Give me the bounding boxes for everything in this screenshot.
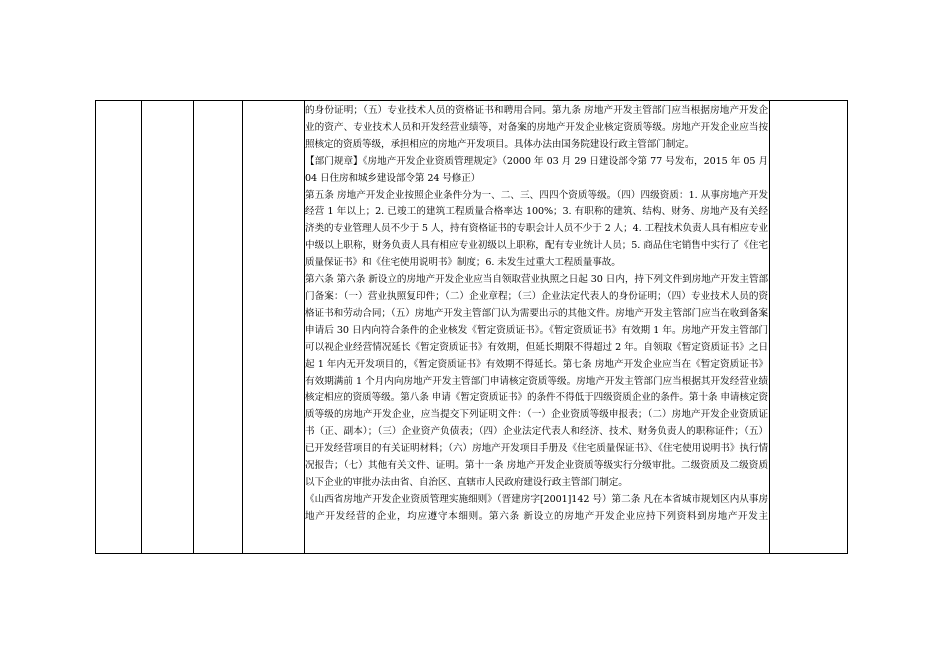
paragraph-article-6-to-11: 第六条 第六条 新设立的房地产开发企业应当自领取营业执照之日起 30 日内，持下列文件到房地产开发主管部门备案：（一）营业执照复印件；（二）企业章程；（三）企业法定代表人的身份证明；（四）专业技术人员的资格证书和劳动合同；（五）房地产开发主管部门认为需要出示的其他文件。房地产开发主管部门应当在收到备案申请后 30 日内向符合条件的企业核发《暂定资质证书》。《暂定资质证书》有效期 1 年。房地产开发主管部门可以视企业经营情况延长《暂定资质证书》有效期，但延长期限不得超过 2 年。自领取《暂定资质证书》之日起 1 年内无开发项目的，《暂定资质证书》有效期不得延长。第七条 房地产开发企业应当在《暂定资质证书》有效期满前 1 个月内向房地产开发主管部门申请核定资质等级。房地产开发主管部门应当根据其开发经营业绩核定相应的资质等级。第八条 申请《暂定资质证书》的条件不得低于四级资质企业的条件。第十条 申请核定资质等级的房地产开发企业，应当提交下列证明文件：（一）企业资质等级申报表；（二）房地产开发企业资质证书（正、副本）；（三）企业资产负债表；（四）企业法定代表人和经济、技术、财务负责人的职称证件；（五）已开发经营项目的有关证明材料；（六）房地产开发项目手册及《住宅质量保证书》、《住宅使用说明书》执行情况报告；（七）其他有关文件、证明。第十一条 房地产开发企业资质等级实行分级审批。二级资质及二级资质以下企业的审批办法由省、自治区、直辖市人民政府建设行政主管部门制定。	[305, 274, 768, 488]
column-divider	[141, 101, 142, 553]
column-divider	[242, 101, 243, 553]
column-divider	[193, 101, 194, 553]
paragraph-article-9: 的身份证明；（五）专业技术人员的资格证书和聘用合同。第九条 房地产开发主管部门应当根据房地产开发企业的资产、专业技术人员和开发经营业绩等，对备案的房地产开发企业核定资质等级。房地产开发企业应当按照核定的资质等级，承担相应的房地产开发项目。具体办法由国务院建设行政主管部门制定。	[305, 105, 768, 150]
regulation-text-cell	[305, 103, 768, 526]
paragraph-shanxi-rules: 《山西省房地产开发企业资质管理实施细则》（晋建房字[2001]142 号）第二条 凡在本省城市规划区内从事房地产开发经营的企业，均应遵守本细则。第六条 新设立的房地产开发企业应持下列资料到房地产开发主	[305, 493, 768, 522]
paragraph-department-rule-title: 【部门规章】《房地产开发企业资质管理规定》（2000 年 03 月 29 日建设部令第 77 号发布，2015 年 05 月 04 日住房和城乡建设部令第 24 号修正）	[305, 155, 768, 184]
paragraph-article-5: 第五条 房地产开发企业按照企业条件分为一、二、三、四四个资质等级。（四）四级资质：1. 从事房地产开发经营 1 年以上；2. 已竣工的建筑工程质量合格率达 100%；3. 有职称的建筑、结构、财务、房地产及有关经济类的专业管理人员不少于 5 人，持有资格证书的专职会计人员不少于 2 人；4. 工程技术负责人具有相应专业中级以上职称，财务负责人具有相应专业初级以上职称，配有专业统计人员；5. 商品住宅销售中实行了《住宅质量保证书》和《住宅使用说明书》制度；6. 未发生过重大工程质量事故。	[305, 189, 768, 269]
column-divider	[769, 101, 770, 553]
regulation-table	[95, 100, 848, 554]
